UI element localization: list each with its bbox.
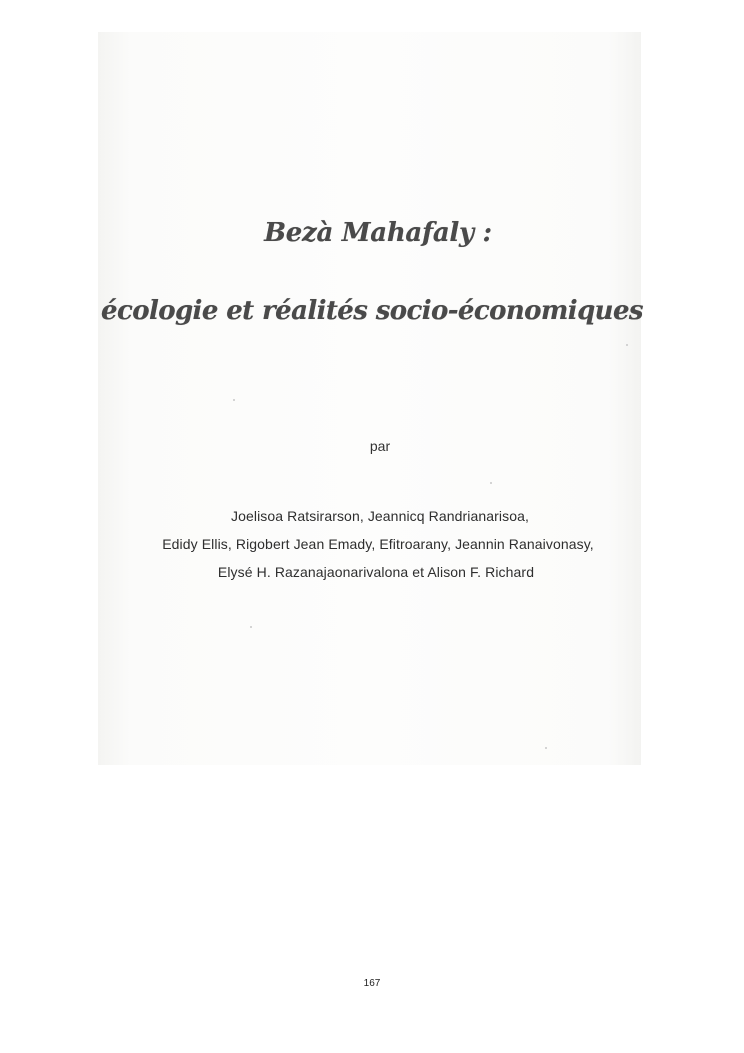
byline-label: par — [369, 438, 391, 454]
scan-speck — [250, 626, 252, 628]
title-line-1: Bezà Mahafaly : — [264, 218, 492, 248]
title-line-2: écologie et réalités socio-économiques — [101, 296, 643, 326]
authors-line-3: Elysé H. Razanajaonarivalona et Alison F. Richard — [217, 564, 535, 580]
scan-speck — [626, 344, 628, 346]
scanned-page — [98, 32, 641, 765]
scan-speck — [233, 399, 235, 401]
authors-line-1: Joelisoa Ratsirarson, Jeannicq Randrianarisoa, — [231, 508, 529, 524]
page-number: 167 — [363, 978, 381, 989]
scan-speck — [545, 747, 547, 749]
authors-line-2: Edidy Ellis, Rigobert Jean Emady, Efitroarany, Jeannin Ranaivonasy, — [162, 536, 594, 552]
scan-speck — [490, 482, 492, 484]
